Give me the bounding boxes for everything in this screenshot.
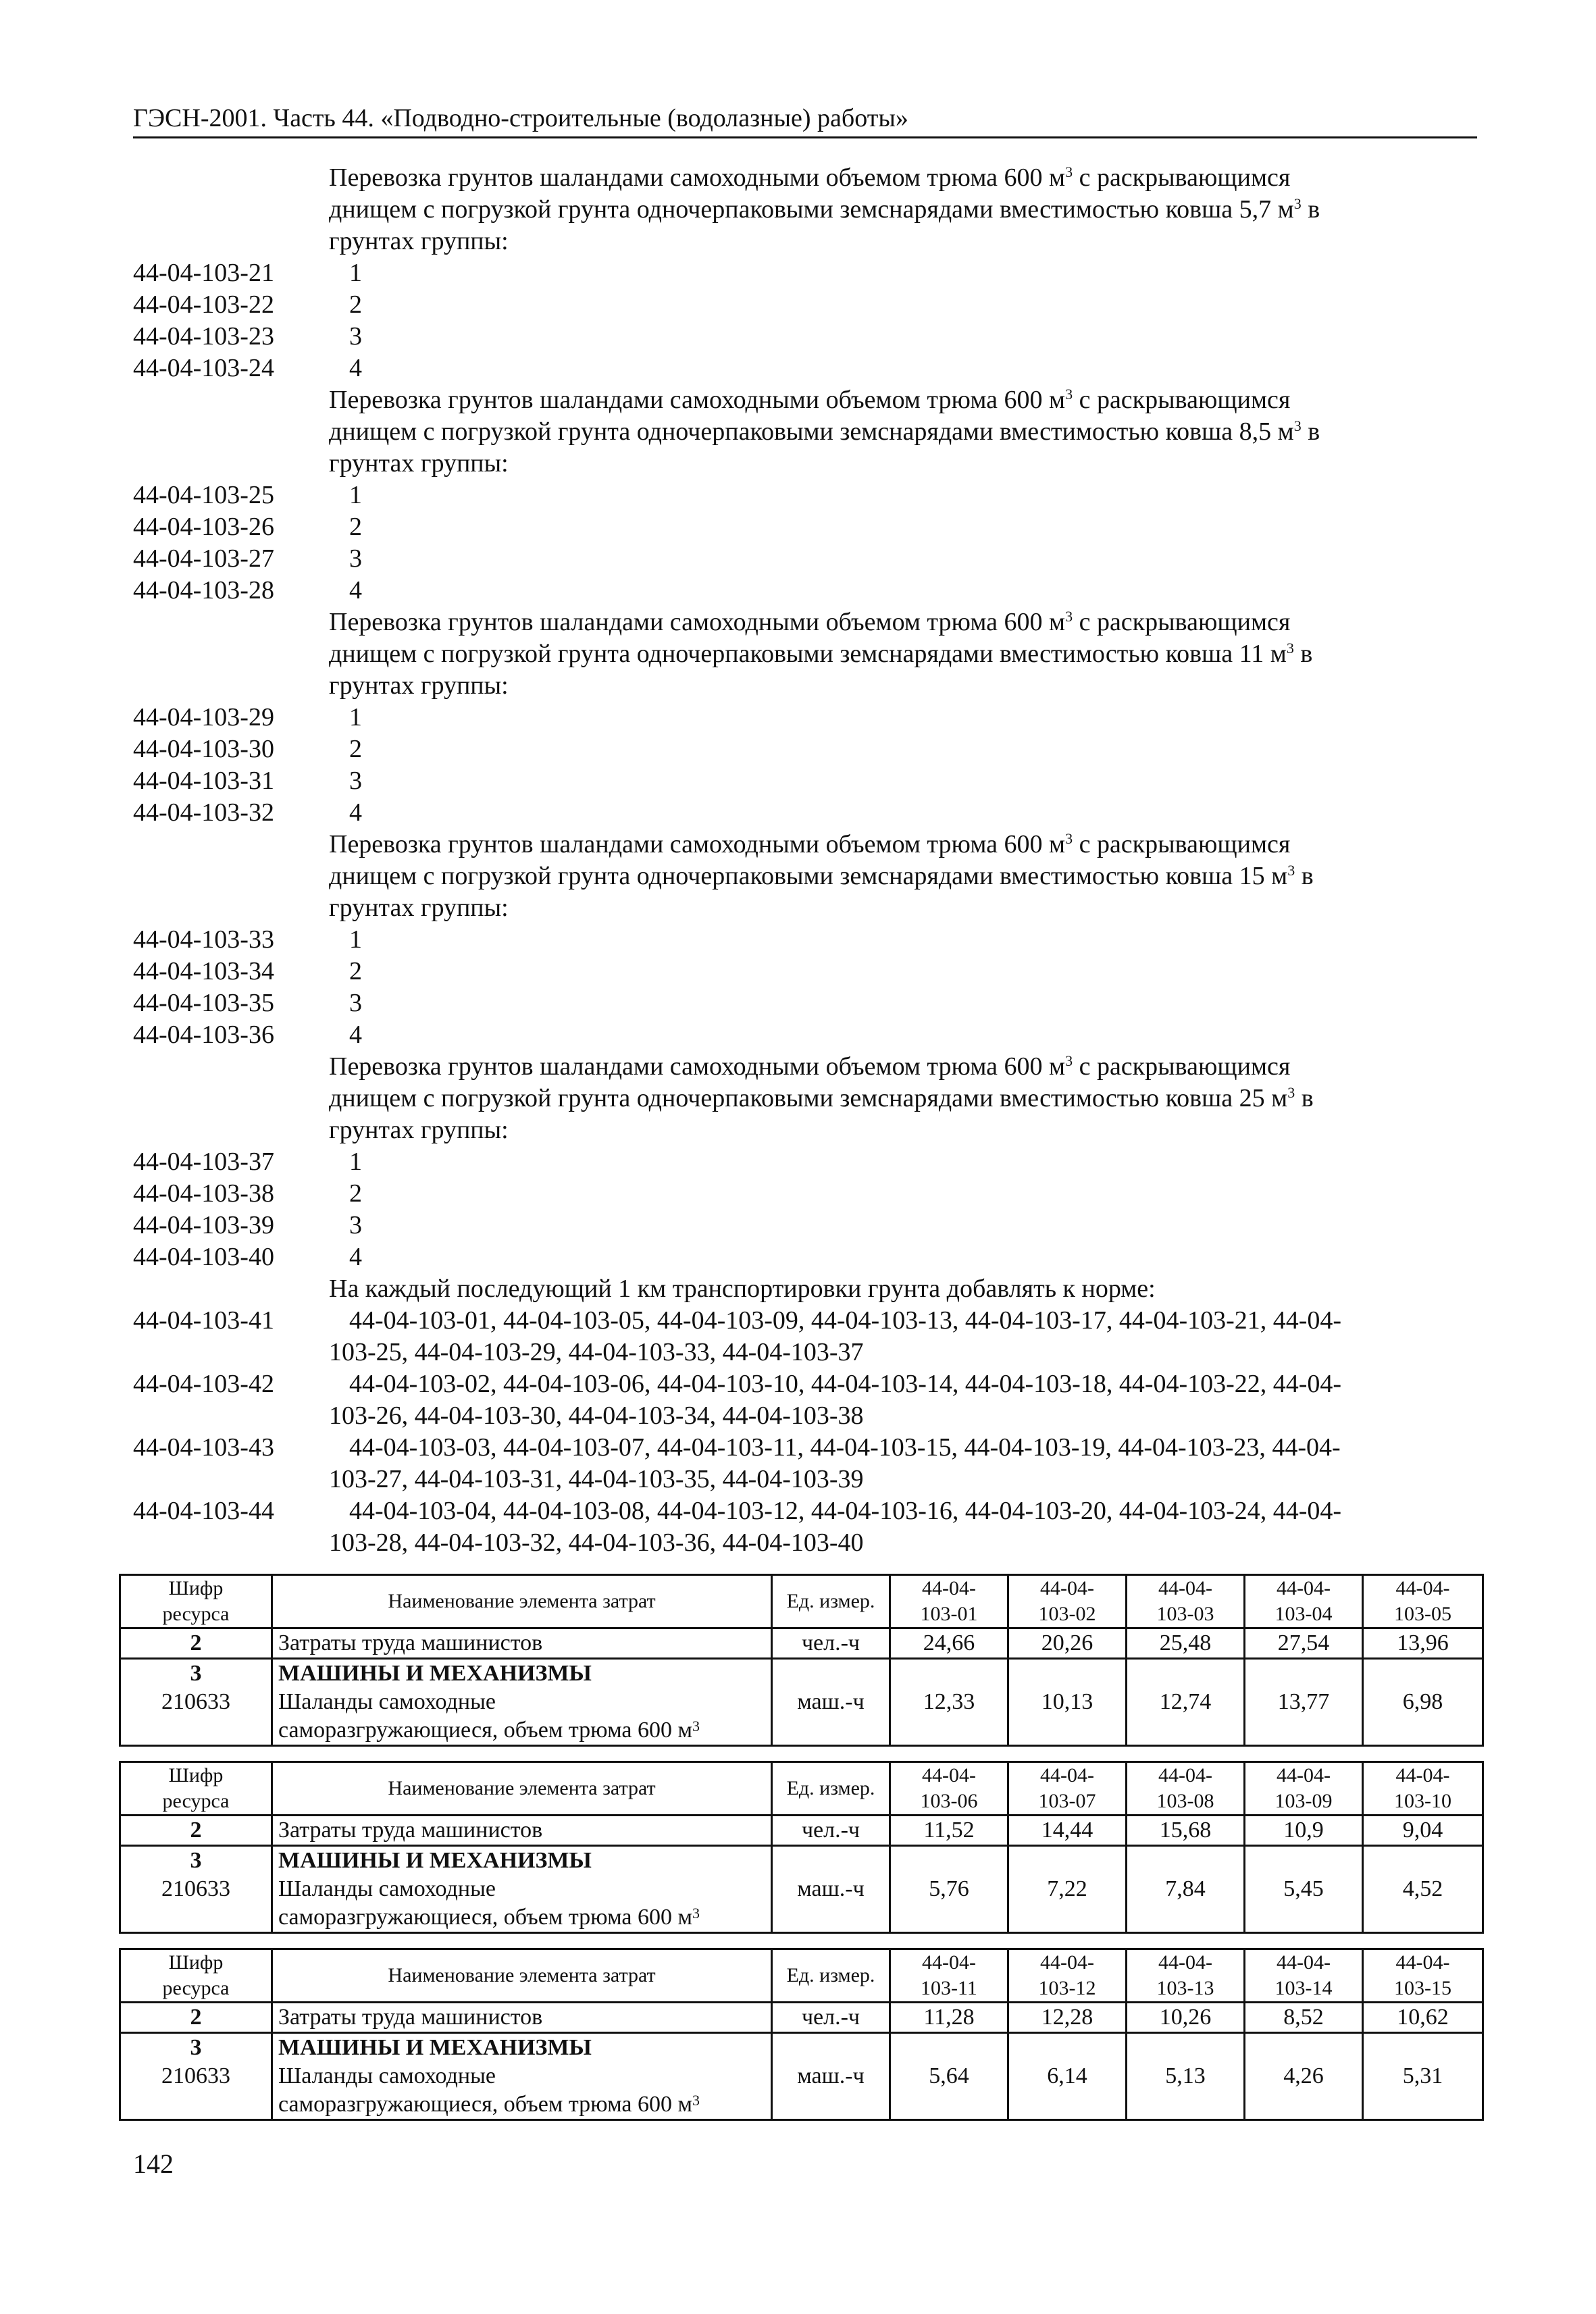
norm-item: 44-04-103-32 4 [133,798,362,827]
table-row: 3 210633 МАШИНЫ И МЕХАНИЗМЫ Шаланды самоходные саморазгружающиеся, объем трюма 600 $м^3$ маш.-ч 12,33 10,13 12,74 13,77 6,98 [120,1659,1483,1746]
resource-table [119,1948,1484,2121]
group-title: Перевозка грунтов шаландами самоходными объемом трюма 600 $м^3$ с раскрывающимся [329,386,1291,414]
table-row: 2 Затраты труда машинистов чел.-ч 11,52 14,44 15,68 10,9 9,04 [120,1816,1483,1846]
norm-item: 44-04-103-29 1 [133,703,362,731]
group-title: Перевозка грунтов шаландами самоходными объемом трюма 600 $м^3$ с раскрывающимся [329,830,1291,858]
norm-item: 44-04-103-38 2 [133,1179,362,1208]
norm-item: 44-04-103-23 3 [133,322,362,351]
table-row: 2 Затраты труда машинистов чел.-ч 11,28 12,28 10,26 8,52 10,62 [120,2003,1483,2033]
norm-item: 44-04-103-35 3 [133,989,362,1017]
table-header-row [120,1762,1483,1816]
each-km-item: 44-04-103-41 44-04-103-01, 44-04-103-05, 44-04-103-09, 44-04-103-13, 44-04-103-17, 44-04-103-21, 44-04- [133,1306,1342,1335]
header-name: Наименование элемента затрат [272,1949,772,2003]
norm-item: 44-04-103-25 1 [133,481,362,509]
group-title: грунтах группы: [329,1116,509,1144]
header-norm: 44-04- 103-10 [1363,1762,1483,1816]
group-title: грунтах группы: [329,894,509,922]
norm-item: 44-04-103-31 3 [133,767,362,795]
norm-item: 44-04-103-33 1 [133,925,362,954]
header-norm: 44-04- 103-12 [1008,1949,1127,2003]
header-unit: Ед. измер. [772,1949,890,2003]
group-title: грунтах группы: [329,227,509,255]
resource-table [119,1574,1484,1747]
header-norm: 44-04- 103-03 [1127,1575,1245,1628]
header-code: Шифр ресурса [120,1762,272,1816]
header-norm: 44-04- 103-06 [890,1762,1008,1816]
norm-item: 44-04-103-30 2 [133,735,362,763]
group-title: грунтах группы: [329,671,509,700]
header-norm: 44-04- 103-02 [1008,1575,1127,1628]
each-km-item: 44-04-103-42 44-04-103-02, 44-04-103-06, 44-04-103-10, 44-04-103-14, 44-04-103-18, 44-04-103-22, 44-04- [133,1370,1342,1398]
norm-list: Перевозка грунтов шаландами самоходными объемом трюма 600 $м^3$ с раскрывающимся днищем с погрузкой грунта одночерпаковыми земснарядами вместимостью ковша 5,7 $м^3$ в грунтах группы: 44-04-103-21 1 44-04-103-22 2 44-04-103-23 3 44-04-103-24 4 Перевозка грунтов шаландами самоходными объемом трюма 600 $м^3$ с раскрывающимся днищем с погрузкой грунта одночерпаковыми земснарядами вместимостью ковша 8,5 $м^3$ в грунтах группы: 44-04-103-25 1 44-04-103-26 2 44-04-103-27 3 44-04-103-28 4 Перевозка грунтов шаландами самоходными объемом трюма 600 $м^3$ с раскрывающимся днищем с погрузкой грунта одночерпаковыми земснарядами вместимостью ковша 11 $м^3$ в грунтах группы: 44-04-103-29 1 44-04-103-30 2 44-04-103-31 3 44-04-103-32 4 Перевозка грунтов шаландами самоходными объемом трюма 600 $м^3$ с раскрывающимся днищем с погрузкой грунта одночерпаковыми земснарядами вместимостью ковша 15 $м^3$ в грунтах группы: 44-04-103-33 1 44-04-103-34 2 44-04-103-35 3 44-04-103-36 4 Перевозка грунтов шаландами самоходными объемом трюма 600 $м^3$ с раскрывающимся днищем с погрузкой грунта одночерпаковыми земснарядами вместимостью ковша 25 $м^3$ в грунтах группы: 44-04-103-37 1 44-04-103-38 2 44-04-103-39 3 44-04-103-40 4 На каждый последующий 1 км транспортировки грунта добавлять к норме: 44-04-103-41 44-04-103-01, 44-04-103-05, 44-04-103-09, 44-04-103-13, 44-04-103-17, 44-04-103-21, 44-04- 103-25, 44-04-103-29, 44-04-103-33, 44-04-103-37 44-04-103-42 44-04-103-02, 44-04-103-06, 44-04-103-10, 44-04-103-14, 44-04-103-18, 44-04-103-22, 44-04- 103-26, 44-04-103-30, 44-04-103-34, 44-04-103-38 44-04-103-43 44-04-103-03, 44-04-103-07, 44-04-103-11, 44-04-103-15, 44-04-103-19, 44-04-103-23, 44-04- 103-27, 44-04-103-31, 44-04-103-35, 44-04-103-39 44-04-103-44 44-04-103-04, 44-04-103-08, 44-04-103-12, 44-04-103-16, 44-04-103-20, 44-04-103-24, 44-04- 103-28, 44-04-103-32, 44-04-103-36, 44-04-103-40 [133,162,1477,1559]
norm-item: 44-04-103-27 3 [133,544,362,573]
group-title: грунтах группы: [329,449,509,478]
each-km-item: 44-04-103-44 44-04-103-04, 44-04-103-08, 44-04-103-12, 44-04-103-16, 44-04-103-20, 44-04-103-24, 44-04- [133,1497,1342,1525]
norm-item: 44-04-103-24 4 [133,354,362,382]
group-title: Перевозка грунтов шаландами самоходными объемом трюма 600 $м^3$ с раскрывающимся [329,1052,1291,1081]
header-unit: Ед. измер. [772,1575,890,1628]
group-title: днищем с погрузкой грунта одночерпаковыми земснарядами вместимостью ковша 15 $м^3$ в [329,862,1314,890]
header-name: Наименование элемента затрат [272,1762,772,1816]
norm-item: 44-04-103-22 2 [133,290,362,319]
group-title: днищем с погрузкой грунта одночерпаковыми земснарядами вместимостью ковша 8,5 $м^3$ в [329,417,1320,446]
group-title: днищем с погрузкой грунта одночерпаковыми земснарядами вместимостью ковша 11 $м^3$ в [329,640,1313,668]
running-header: ГЭСН-2001. Часть 44. «Подводно-строительные (водолазные) работы» [133,101,1477,138]
header-norm: 44-04- 103-08 [1127,1762,1245,1816]
each-km-title: На каждый последующий 1 км транспортировки грунта добавлять к норме: [329,1275,1156,1303]
norm-item: 44-04-103-37 1 [133,1148,362,1176]
header-norm: 44-04- 103-11 [890,1949,1008,2003]
header-name: Наименование элемента затрат [272,1575,772,1628]
norm-item: 44-04-103-36 4 [133,1021,362,1049]
header-code: Шифр ресурса [120,1575,272,1628]
resource-table [119,1761,1484,1934]
header-norm: 44-04- 103-01 [890,1575,1008,1628]
table-header-row [120,1575,1483,1628]
page-number: 142 [133,2149,174,2179]
header-code: Шифр ресурса [120,1949,272,2003]
header-norm: 44-04- 103-05 [1363,1575,1483,1628]
norm-item: 44-04-103-28 4 [133,576,362,605]
header-norm: 44-04- 103-07 [1008,1762,1127,1816]
group-title: днищем с погрузкой грунта одночерпаковыми земснарядами вместимостью ковша 25 $м^3$ в [329,1084,1314,1112]
group-title: Перевозка грунтов шаландами самоходными объемом трюма 600 $м^3$ с раскрывающимся [329,608,1291,636]
norm-item: 44-04-103-21 1 [133,259,362,287]
group-title: Перевозка грунтов шаландами самоходными объемом трюма 600 $м^3$ с раскрывающимся [329,163,1291,192]
norm-item: 44-04-103-26 2 [133,513,362,541]
group-title: днищем с погрузкой грунта одночерпаковыми земснарядами вместимостью ковша 5,7 $м^3$ в [329,195,1320,224]
table-row: 2 Затраты труда машинистов чел.-ч 24,66 20,26 25,48 27,54 13,96 [120,1628,1483,1659]
header-norm: 44-04- 103-13 [1127,1949,1245,2003]
header-norm: 44-04- 103-14 [1245,1949,1363,2003]
table-row: 3 210633 МАШИНЫ И МЕХАНИЗМЫ Шаланды самоходные саморазгружающиеся, объем трюма 600 $м^3$ маш.-ч 5,76 7,22 7,84 5,45 4,52 [120,1846,1483,1933]
norm-item: 44-04-103-34 2 [133,957,362,985]
header-unit: Ед. измер. [772,1762,890,1816]
each-km-item: 44-04-103-43 44-04-103-03, 44-04-103-07, 44-04-103-11, 44-04-103-15, 44-04-103-19, 44-04-103-23, 44-04- [133,1433,1341,1462]
norm-item: 44-04-103-40 4 [133,1243,362,1271]
table-header-row [120,1949,1483,2003]
norm-item: 44-04-103-39 3 [133,1211,362,1239]
header-norm: 44-04- 103-15 [1363,1949,1483,2003]
header-norm: 44-04- 103-04 [1245,1575,1363,1628]
table-row: 3 210633 МАШИНЫ И МЕХАНИЗМЫ Шаланды самоходные саморазгружающиеся, объем трюма 600 $м^3$ маш.-ч 5,64 6,14 5,13 4,26 5,31 [120,2033,1483,2120]
header-norm: 44-04- 103-09 [1245,1762,1363,1816]
